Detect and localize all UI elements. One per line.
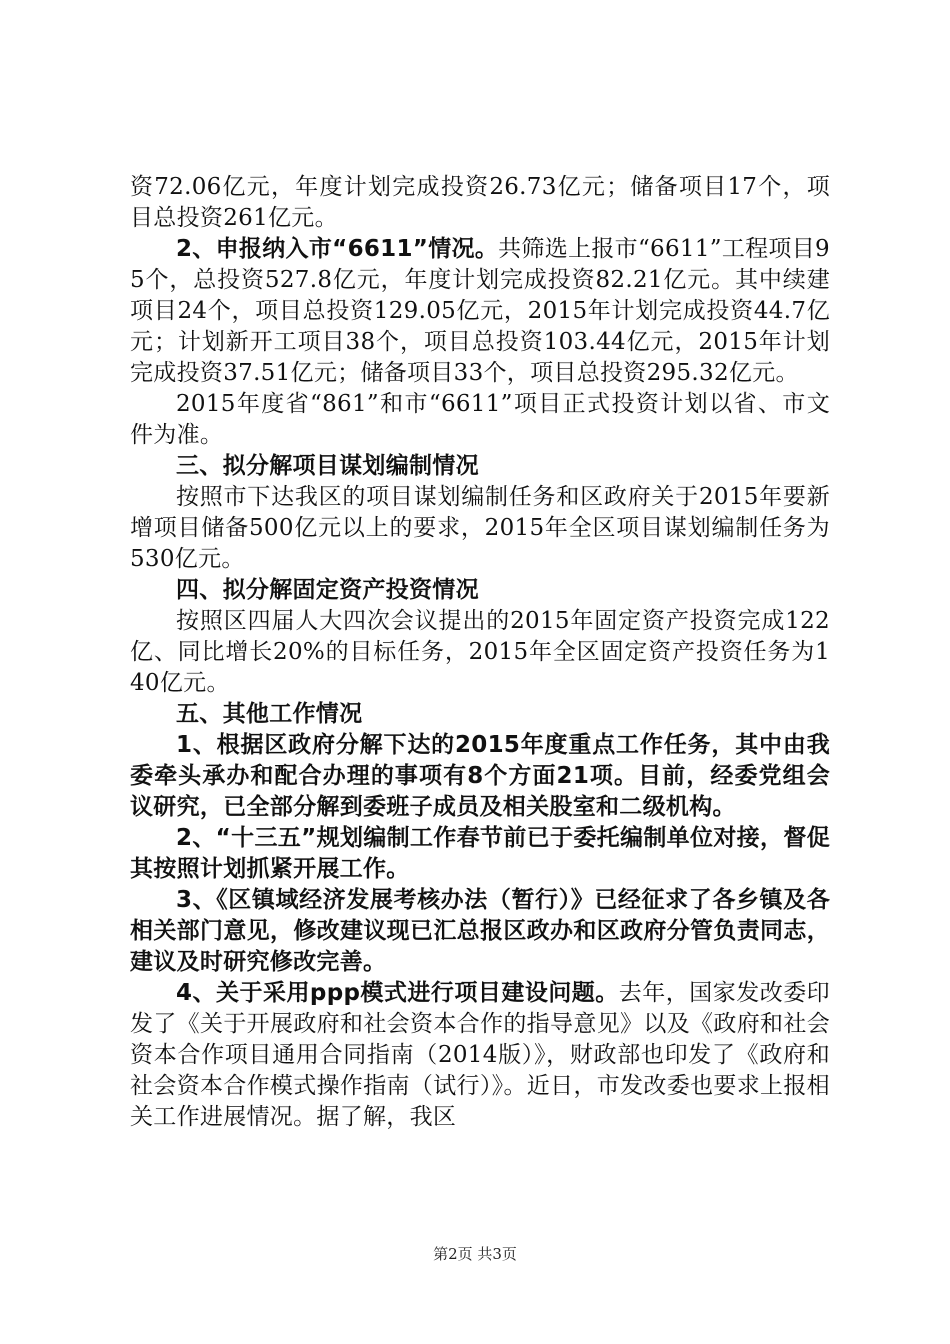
page-footer: 第2页 共3页 [433,1245,517,1263]
paragraph-project-planning: 按照市下达我区的项目谋划编制任务和区政府关于2015年要新增项目储备500亿元以上的要求，2015年全区项目谋划编制任务为530亿元。 [130,484,830,572]
paragraph-6611-lead: 2、申报纳入市“6611”情况。 [176,236,499,262]
paragraph-key-tasks: 1、根据区政府分解下达的2015年度重点工作任务，其中由我委牵头承办和配合办理的事项有8个方面21项。目前，经委党组会议研究，已全部分解到委班子成员及相关股室和二级机构。 [130,732,830,820]
section-heading-4: 四、拟分解固定资产投资情况 [176,577,479,603]
paragraph-ppp-lead: 4、关于采用ppp模式进行项目建设问题。 [176,980,619,1006]
paragraph-6611-body: 共筛选上报市“6611”工程项目95个，总投资527.8亿元，年度计划完成投资82.21亿元。其中续建项目24个，项目总投资129.05亿元，2015年计划完成投资44.7亿元；计划新开工项目38个，项目总投资103.44亿元，2015年计划完成投资37.51亿元；储备项目33个，项目总投资295.32亿元。 [130,236,830,386]
section-heading-3: 三、拟分解项目谋划编制情况 [176,453,479,479]
paragraph-assessment-method: 3、《区镇域经济发展考核办法（暂行）》已经征求了各乡镇及各相关部门意见，修改建议现已汇总报区政办和区政府分管负责同志，建议及时研究修改完善。 [130,887,830,975]
paragraph-fixed-assets: 按照区四届人大四次会议提出的2015年固定资产投资完成122亿、同比增长20%的目标任务，2015年全区固定资产投资任务为140亿元。 [130,608,830,696]
paragraph-13th-plan: 2、“十三五”规划编制工作春节前已于委托编制单位对接，督促其按照计划抓紧开展工作。 [130,825,830,882]
section-heading-5: 五、其他工作情况 [176,701,363,727]
paragraph-continued: 资72.06亿元，年度计划完成投资26.73亿元；储备项目17个，项目总投资261亿元。 [130,174,830,231]
document-body [130,172,830,1133]
paragraph-plan-note: 2015年度省“861”和市“6611”项目正式投资计划以省、市文件为准。 [130,391,830,448]
paragraph-ppp [130,978,830,1133]
paragraph-ppp-body: 去年，国家发改委印发了《关于开展政府和社会资本合作的指导意见》以及《政府和社会资本合作项目通用合同指南（2014版）》，财政部也印发了《政府和社会资本合作模式操作指南（试行）》。近日，市发改委也要求上报相关工作进展情况。据了解，我区 [130,980,830,1130]
paragraph-6611 [130,234,830,389]
